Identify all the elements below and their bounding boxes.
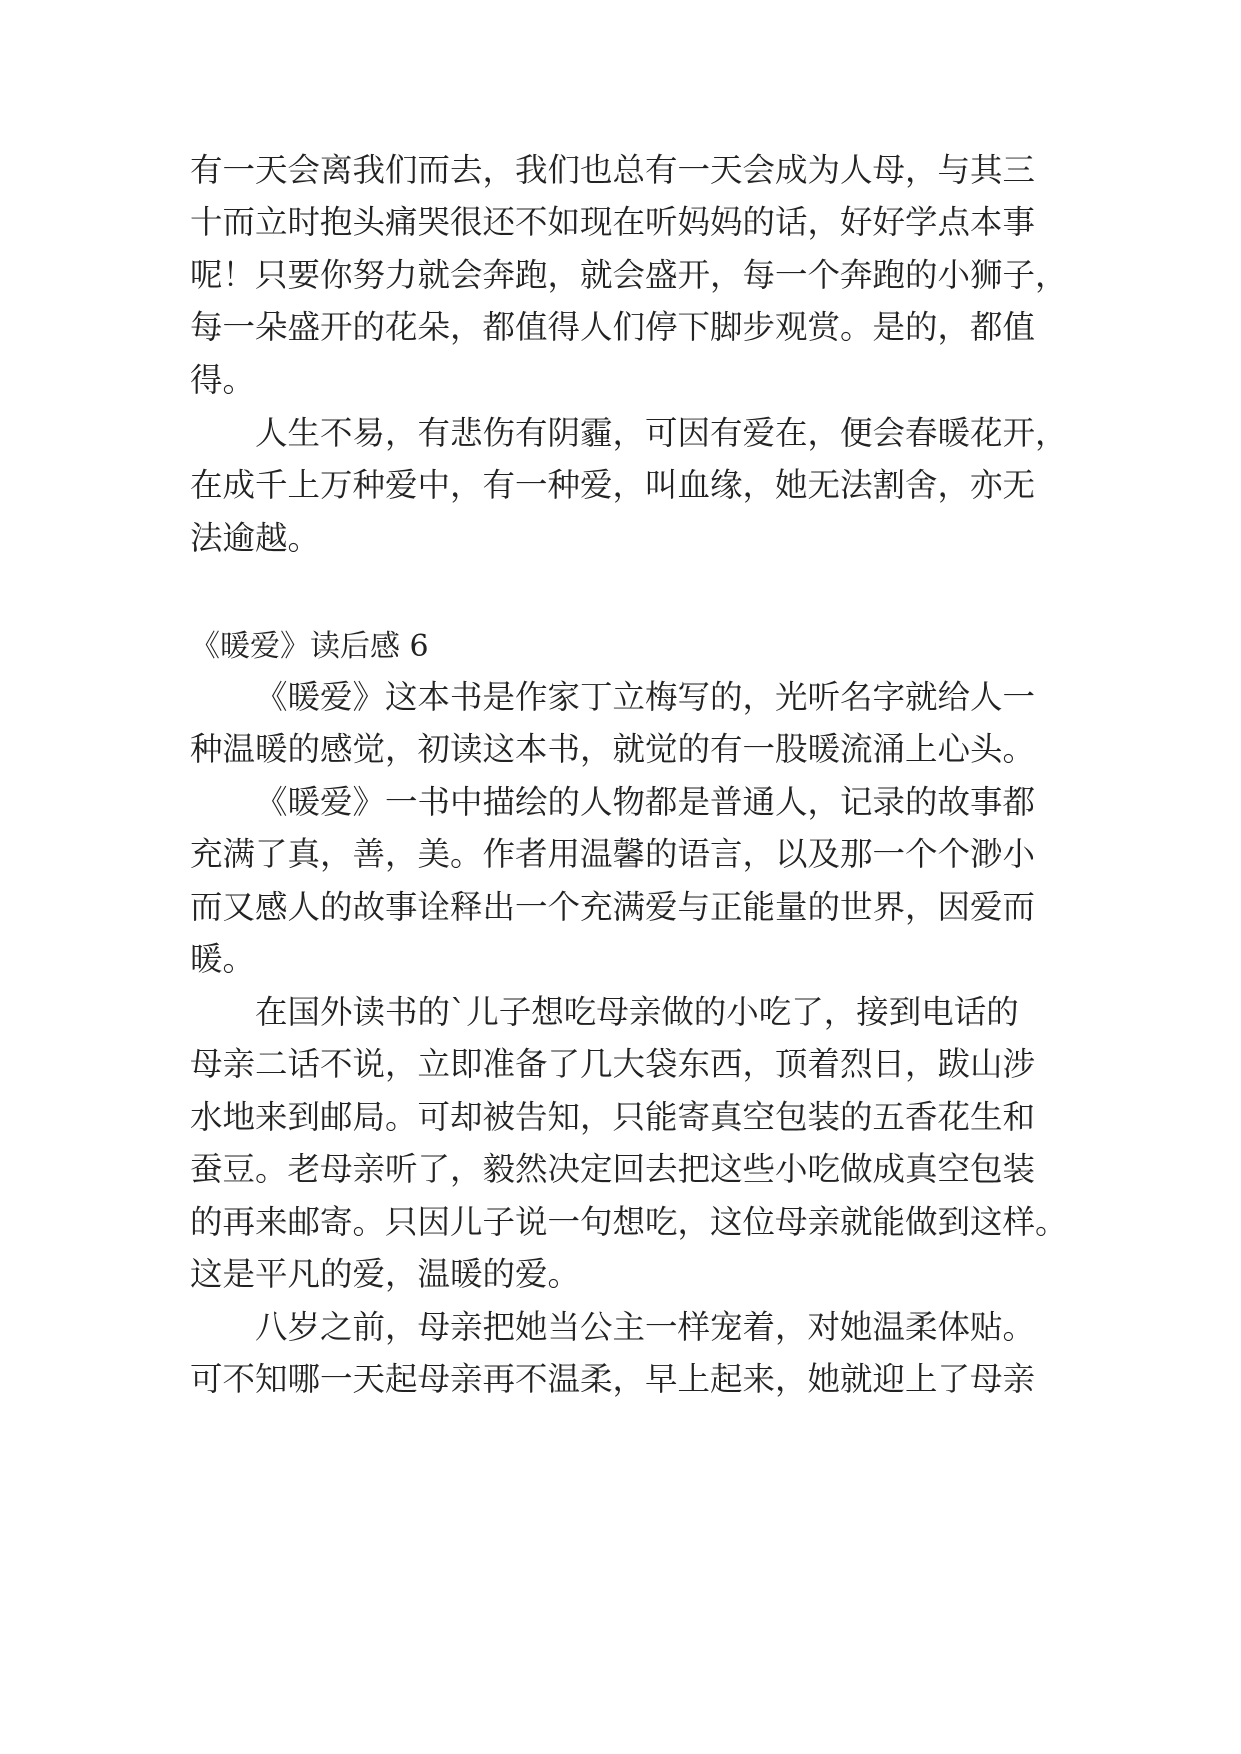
paragraph-line: 充满了真，善，美。作者用温馨的语言，以及那一个个渺小 [190,835,1036,873]
paragraph-line: 可不知哪一天起母亲再不温柔，早上起来，她就迎上了母亲 [190,1360,1036,1398]
paragraph-line: 《暖爱》一书中描绘的人物都是普通人，记录的故事都 [255,783,1036,821]
paragraph-line: 暖。 [190,940,256,978]
paragraph-line: 法逾越。 [190,519,321,557]
paragraph-line: 人生不易，有悲伤有阴霾，可因有爱在，便会春暖花开， [255,414,1068,452]
paragraph-line: 而又感人的故事诠释出一个充满爱与正能量的世界，因爱而 [190,888,1036,926]
paragraph-line: 在国外读书的`儿子想吃母亲做的小吃了，接到电话的 [255,993,1019,1031]
paragraph-line: 每一朵盛开的花朵，都值得人们停下脚步观赏。是的，都值 [190,308,1036,346]
paragraph-line: 水地来到邮局。可却被告知，只能寄真空包装的五香花生和 [190,1098,1036,1136]
paragraph-line: 呢！只要你努力就会奔跑，就会盛开，每一个奔跑的小狮子， [190,256,1068,294]
paragraph-line: 十而立时抱头痛哭很还不如现在听妈妈的话，好好学点本事 [190,203,1036,241]
paragraph-line: 母亲二话不说，立即准备了几大袋东西，顶着烈日，跋山涉 [190,1045,1036,1083]
paragraph-line: 《暖爱》这本书是作家丁立梅写的，光听名字就给人一 [255,678,1036,716]
paragraph-line: 八岁之前，母亲把她当公主一样宠着，对她温柔体贴。 [255,1308,1036,1346]
paragraph-line: 蚕豆。老母亲听了，毅然决定回去把这些小吃做成真空包装 [190,1150,1036,1188]
paragraph-line: 在成千上万种爱中，有一种爱，叫血缘，她无法割舍，亦无 [190,466,1036,504]
paragraph-line: 种温暖的感觉，初读这本书，就觉的有一股暖流涌上心头。 [190,730,1036,768]
paragraph-line: 的再来邮寄。只因儿子说一句想吃，这位母亲就能做到这样。 [190,1203,1068,1241]
paragraph-line: 这是平凡的爱，温暖的爱。 [190,1255,581,1293]
paragraph-line: 得。 [190,361,256,399]
section-title: 《暖爱》读后感 6 [190,629,429,664]
paragraph-line: 有一天会离我们而去，我们也总有一天会成为人母，与其三 [190,151,1036,189]
